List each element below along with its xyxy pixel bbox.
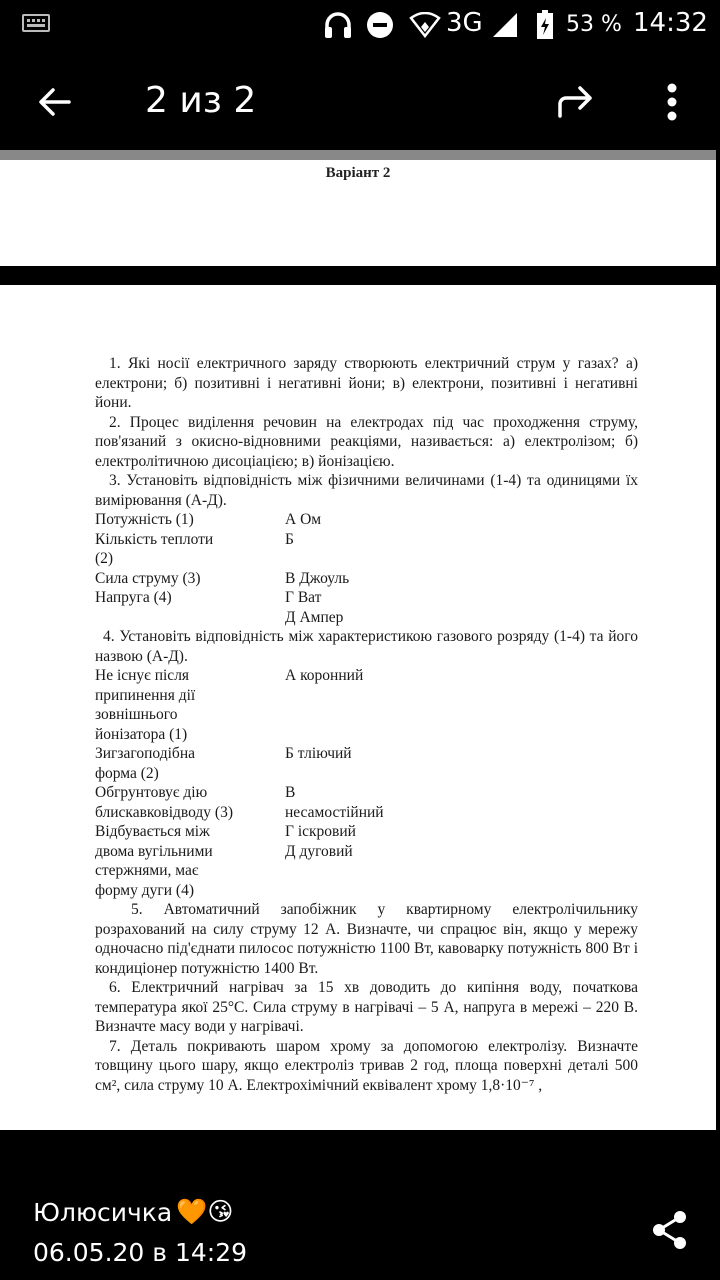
back-arrow-icon	[37, 84, 73, 120]
page-counter: 2 из 2	[145, 80, 257, 121]
q3-left-3: Сила струму (3)	[95, 569, 201, 587]
sender-name: Юлюсичка	[33, 1197, 173, 1227]
more-options-button[interactable]	[644, 74, 700, 130]
share-button[interactable]	[650, 1210, 690, 1250]
headset-icon	[320, 10, 356, 40]
keyboard-icon	[22, 14, 50, 32]
app-bar	[0, 52, 720, 150]
share-icon	[650, 1210, 690, 1250]
q3-right-1: А Ом	[285, 511, 322, 528]
forward-share-icon	[556, 84, 596, 120]
question-1: 1. Які носії електричного заряду створюють електричний струм у газах? а) електрони; б) позитивні і негативні йони; в) електрони, позитивні і негативні йони.	[95, 355, 638, 411]
battery-icon	[534, 10, 556, 40]
signal-icon	[490, 10, 520, 40]
q4-right-4: Г іскровий Д дуговий	[285, 823, 356, 860]
q4-left-3: Обгрунтовує дію блискавковідводу (3)	[95, 784, 234, 821]
q4-right-2: Б тліючий	[285, 745, 352, 762]
question-6: 6. Електричний нагрівач за 15 хв доводить до кипіння воду, початкова температура якої 25°С. Сила струму в нагрівачі – 5 А, напруга в мережі – 220 В. Визначте масу води у нагрівачі.	[95, 979, 638, 1035]
dnd-icon	[364, 10, 396, 40]
document-text	[95, 354, 638, 1095]
question-7: 7. Деталь покривають шаром хрому за допомогою електролізу. Визначте товщину цього шару, якщо електроліз тривав 2 год, площа поверхні деталі 500 см², сила струму 10 А. Електрохімічний еквівалент хрому 1,8·10⁻⁷ ,	[95, 1037, 638, 1094]
more-vert-icon	[666, 82, 678, 122]
q4-right-3: В несамостійний	[285, 784, 384, 821]
q3-right-3: В Джоуль	[285, 569, 350, 587]
document-page-1	[0, 160, 716, 266]
question-2: 2. Процес виділення речовин на електродах під час проходження струму, пов'язаний з окисно-відновними реакціями, називається: а) електролізом; б) електролітичною дисоціацією; в) йонізацією.	[95, 413, 638, 470]
variant-heading: Варіант 2	[325, 165, 391, 181]
q3-right-5: Д Ампер	[285, 608, 344, 626]
q3-left-5	[95, 608, 285, 628]
q3-left-4: Напруга (4)	[95, 589, 172, 606]
status-bar	[0, 0, 720, 52]
sender-emoji: 🧡😘	[176, 1197, 234, 1226]
bottom-info-bar	[0, 1130, 720, 1280]
question-5: 5. Автоматичний запобіжник у квартирному електролічильнику розрахований на силу струму 12 А. Визначте, чи спрацює він, якщо у мережу одночасно під'єднати пилосос потужністю 1100 Вт, кавоварку потужність 800 Вт і кондиціонер потужністю 1400 Вт.	[95, 901, 638, 977]
battery-percent: 53 %	[566, 12, 622, 37]
q3-left-1: Потужність (1)	[95, 511, 194, 528]
clock: 14:32	[633, 8, 708, 38]
q3-matching-table	[95, 510, 638, 627]
message-datetime: 06.05.20 в 14:29	[33, 1238, 248, 1267]
q4-matching-table	[95, 666, 638, 900]
back-button[interactable]	[27, 74, 83, 130]
q4-left-2: Зигзагоподібна форма (2)	[95, 745, 195, 782]
q3-right-4: Г Ват	[285, 589, 322, 606]
wifi-data-icon	[408, 10, 442, 40]
document-page-2[interactable]	[0, 285, 716, 1130]
q4-left-1: Не існує після припинення дії зовнішнього йонізатора (1)	[95, 667, 196, 743]
network-type: 3G	[446, 8, 483, 38]
forward-button[interactable]	[548, 74, 604, 130]
q3-left-2: Кількість теплоти (2)	[95, 530, 214, 567]
scroll-indicator	[0, 150, 716, 160]
q4-left-4: Відбувається між двома вугільними стержнями, має форму дуги (4)	[95, 823, 213, 899]
q3-right-2: Б	[285, 530, 294, 548]
question-3: 3. Установіть відповідність між фізичними величинами (1-4) та одиницями їх вимірювання (А-Д).	[95, 472, 638, 509]
question-4: 4. Установіть відповідність між характеристикою газового розряду (1-4) та його назвою (А-Д).	[95, 628, 638, 665]
sender-info	[33, 1197, 233, 1227]
q4-right-1: А коронний	[285, 667, 364, 684]
